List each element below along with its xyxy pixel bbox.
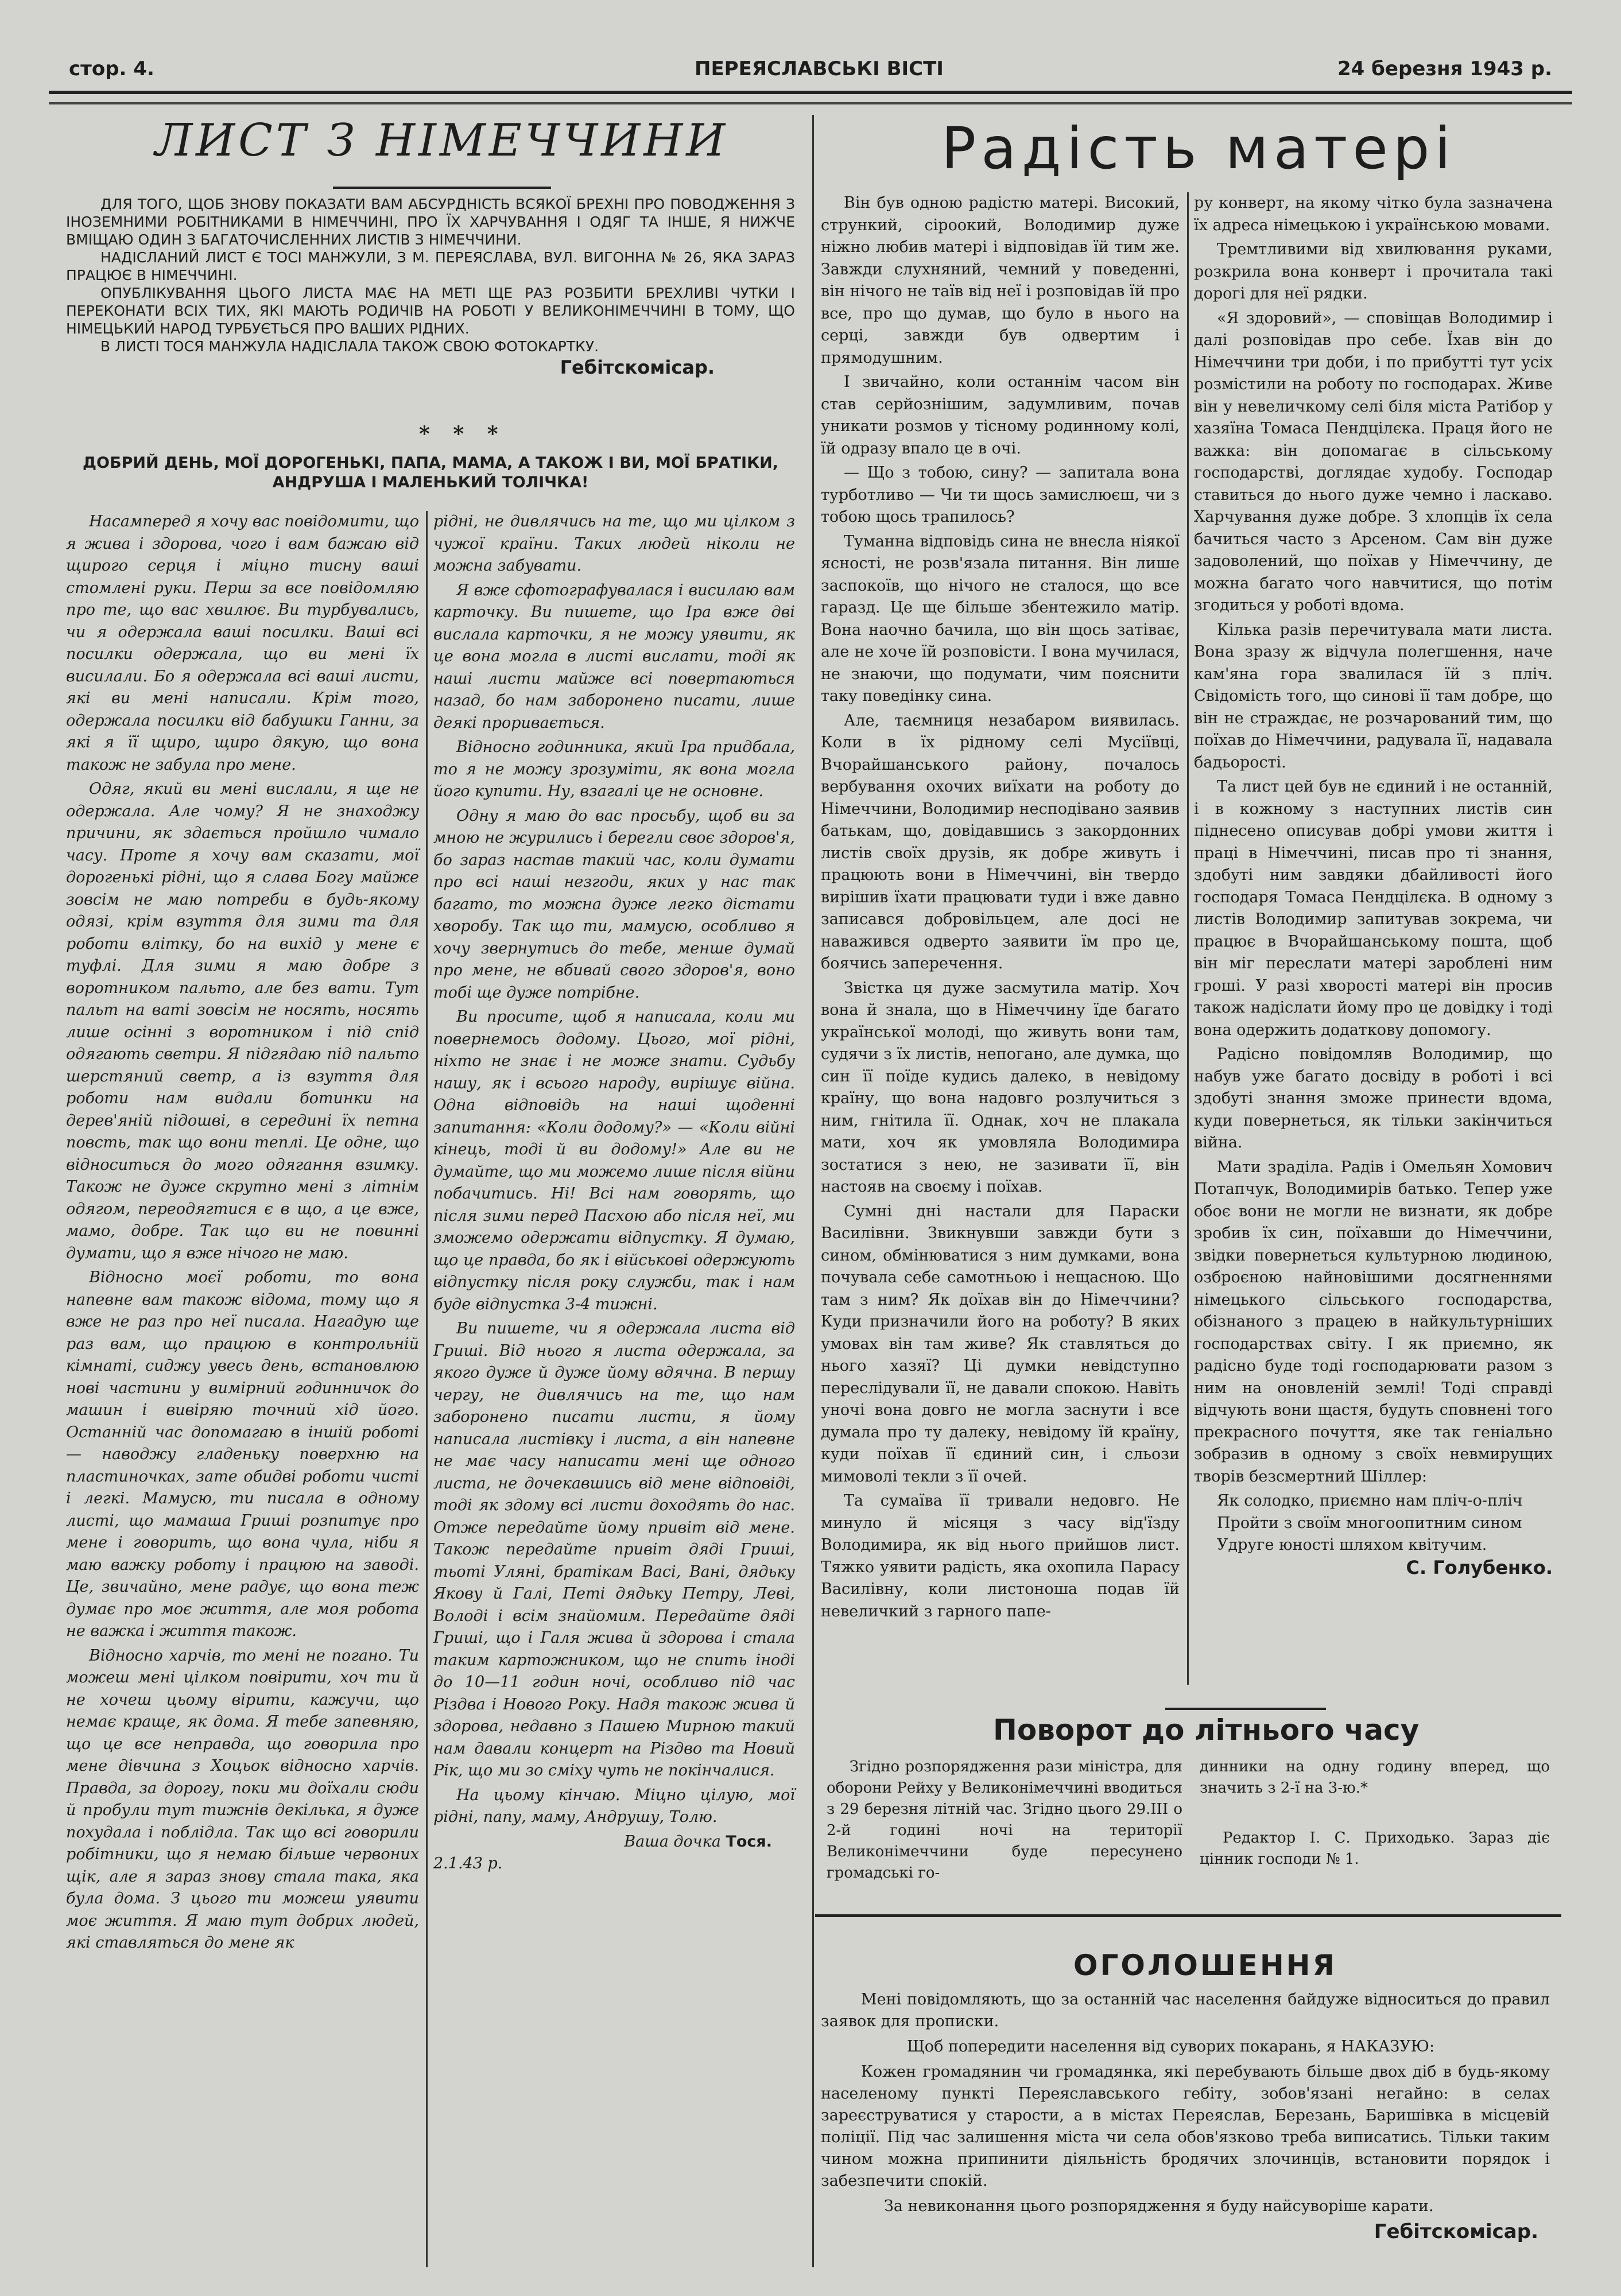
closing-text: Ваша дочка — [624, 1832, 721, 1851]
notice-rule — [815, 1914, 1561, 1917]
notice-paragraph: Мені повідомляють, що за останній час населення байдуже відноситься до правил заявок для прописки. — [821, 1991, 1550, 2030]
poem-line: Пройти з своїм многоопитним сином — [1217, 1514, 1522, 1532]
letter-title: ЛИСТ З НІМЕЧЧИНИ — [155, 115, 729, 166]
summer-text: динники на одну годину вперед, що значить з 2-ї на 3-ю.* — [1200, 1758, 1550, 1797]
letter-paragraph: Ви пишете, чи я одержала листа від Гриші. Від нього я листа одержала, за якого дуже й дуже йому вдячна. В першу чергу, не дивлячись на те, що нам заборонено писати листи, я йому написала листівку і листа, а він напевне не має часу написати мені ще одного листа, не дочекавшись від мене відповіді, тоді як здому всі листи доходять до нас. Отже передайте йому привіт від мене. Також передайте привіт дяді Гриші, тьоті Уляні, братікам Васі, Вані, дядьку Якову й Галі, Петі дядьку Петру, Леві, Володі і всім знайомим. Передайте дяді Гриші, що і Галя жива й здорова і стала таким картожником, що не спить іноді до 10—11 годин ночі, особливо під час Різдва і Нового Року. Надя також жива й здорова, недавно з Пашею Мирною такий нам давали концерт на Різдво та Новий Рік, що ми зо сміху чуть не покінчалися. — [433, 1320, 795, 1779]
notice-body — [821, 1989, 1550, 2243]
letter-paragraph: Одяг, який ви мені вислали, я ще не одержала. Але чому? Я не знаходжу причини, як здається пройшло чимало часу. Проте я хочу вам сказати, мої дорогенькі рідні, що я слава Богу майже зовсім не маю потреби в будь-якому одязі, крім взуття для зими та для роботи влітку, бо на вихід у мене є туфлі. Для зими я маю добре з воротником пальто, але без вати. Тут пальт на ваті зовсім не носять, носять лише осінні з воротником і під спід одягають светри. Я підгядаю під пальто шерстяний светр, а із взуття для роботи нам видали ботинки на дерев'яній підошві, в середині їх петна повсть, так що вони теплі. Це одне, що відноситься до мого одягання взимку. Також не дуже скрутно мені з літнім одягом, переодягтися є в що, а це вже, мамо, добре. Так що ви не повинні думати, що я вже нічого не маю. — [66, 780, 419, 1262]
notice-paragraph: Щоб попередити населення від суворих покарань, я НАКАЗУЮ: — [907, 2038, 1435, 2055]
editor-line: Редактор І. С. Приходько. Зараз діє цінник господи № 1. — [1200, 1829, 1550, 1868]
mother-paragraph: Та лист цей був не єдиний і не останній, і в кожному з наступних листів син піднесено описував добрі умови життя і праці в Німеччині, писав про ті знання, здобуті ним завдяки дбайливості його господаря Томаса Пендцілєка. В одному з листів Володимир запитував зокрема, чи працює в Вчорайшанському пошта, щоб він міг переслати матері зароблені ним гроші. У разі хворості матері він просив також надіслати йому про це довідку і тоді вона одержить додаткову допомогу. — [1194, 778, 1553, 1039]
mother-paragraph: Тремтливими від хвилювання руками, розкрила вона конверт і прочитала такі дорогі для неї рядки. — [1194, 241, 1553, 302]
mother-article-title: Радість матері — [941, 115, 1456, 182]
mother-paragraph: Мати зраділа. Радів і Омельян Хомович Потапчук, Володимирів батько. Тепер уже обоє вони не могли не визнати, як добре зробив їх син, поїхавши до Німеччини, звідки повернеться культурною людиною, озброєною найновішими досягненнями німецького сільського господарства, обізнаного з працею в найкультурніших господарствах світу. І як приємно, як радісно буде тоді господарювати разом з ним на оновленій землі! Тоді справді відчують вони щастя, будуть сповнені того прекрасного почуття, яке так геніально зобразив в одному з своїх невмирущих творів безсмертний Шіллер: — [1194, 1158, 1553, 1486]
letter-column-rule — [426, 511, 428, 2267]
mother-signature: С. Голубенко. — [1406, 1556, 1553, 1578]
letter-paragraph: Ви просите, щоб я написала, коли ми повернемось додому. Цього, мої рідні, ніхто не знає і не може знати. Судьбу нашу, як і всього народу, вирішує війна. Одна відповідь на наші щоденні запитання: «Коли додому?» — «Коли війні кінець, тоді й ви додому!» Але ви не думайте, що ми можемо лише після війни побачитись. Ні! Всі нам говорять, що після зими перед Пасхою або після неї, ми зможемо одержати відпустку. Я думаю, що це правда, бо як і військові одержують відпустку після року служби, так і нам буде відпустка 3-4 тижні. — [433, 1008, 795, 1313]
summer-column-1 — [827, 1756, 1182, 1886]
letter-closing — [433, 1831, 772, 1853]
poem-line: Удруге юності шляхом квітучим. — [1217, 1536, 1487, 1554]
letter-paragraph: Насамперед я хочу вас повідомити, що я жива і здорова, чого і вам бажаю від щирого серця і міцно тисну ваші стомлені руки. Перш за все повідомляю про те, що вас хвилює. Ви турбувались, чи я одержала ваші посилки. Ваші всі посилки одержала, що ви мені їх висилали. Бо я одержала всі ваші листи, які ви мені написали. Крім того, одержала посилки від бабушки Ганни, за які я її щиро, щиро дякую, що вона також не забула про мене. — [66, 513, 419, 774]
mother-column-rule — [1187, 192, 1189, 1685]
intro-signature: Гебітскомісар. — [560, 356, 715, 378]
mother-paragraph: — Що з тобою, сину? — запитала вона турботливо — Чи ти щось замислюєш, чи з тобою щось трапилось? — [821, 464, 1180, 526]
header-rule — [49, 91, 1572, 104]
summer-column-2 — [1200, 1756, 1550, 1872]
notice-paragraph: За невиконання цього розпорядження я буду найсуворіше карати. — [884, 2197, 1434, 2215]
mother-paragraph: Туманна відповідь сина не внесла ніякої ясності, не розв'язала питання. Він лише заспокоїв, що нічого не сталося, що все гаразд. Це ще більше збентежило матір. Вона наочно бачила, що він щось затіває, але не хоче їй розповісти. І вона мучилася, не знаючи, що подумати, чим пояснити таку поведінку сина. — [821, 532, 1180, 705]
letter-date: 2.1.43 р. — [433, 1855, 503, 1872]
letter-paragraph: Відносно харчів, то мені не погано. Ти можеш мені цілком повірити, хоч ти й не хочеш цьому вірити, кажучи, що немає краще, як дома. Я тебе запевняю, що це все неправда, що говорила про мене дівчина з Хоцьок відносно харчів. Правда, за дорогу, поки ми доїхали сюди й пробули тут тижнів декілька, я дуже похудала і поблідла. Так що всі говорили робітники, що я немаю більше червоних щік, але я зараз знову стала така, яка була дома. З цього ти можеш уявити моє життя. Я маю тут добрих людей, які ставляться до мене як — [66, 1646, 419, 1952]
mother-paragraph: «Я здоровий», — сповіщав Володимир і далі розповідав про себе. Їхав він до Німеччини три доби, і по прибутті тут усіх розмістили на роботу по господарах. Живе він у невеличкому селі біля міста Ратібор у хазяїна Томаса Пендцілєка. Праця його не важка: він допомагає в сільському господарстві, доглядає худобу. Господар ставиться до нього дуже чемно і ласкаво. Харчування дуже добре. З хлопців їх села бачиться часто з Арсеном. Сам він дуже задоволений, що поїхав у Німеччину, де можна багато чого навчитися, що потім згодиться у роботі вдома. — [1194, 309, 1553, 614]
notice-title: ОГОЛОШЕННЯ — [1073, 1949, 1337, 1982]
letter-intro — [66, 195, 795, 377]
separator-stars: * * * — [419, 422, 506, 446]
letter-paragraph: Відносно годинника, який Іра придбала, то я не можу зрозуміти, як вона могла його купити. Ну, взагалі це не основне. — [433, 738, 795, 800]
letter-paragraph: На цьому кінчаю. Міцно цілую, мої рідні, папу, маму, Андрушу, Толю. — [433, 1786, 795, 1826]
letter-paragraph: Відносно моєї роботи, то вона напевне вам також відома, тому що я вже не раз про неї писала. Нагадую ще раз вам, що працюю в контрольній кімнаті, сиджу увесь день, встановлюю нові частини у вимірний годинничок до машин і вивіряю точний хід його. Останній час допомагаю в іншій роботі — наводжу гладеньку поверхню на пластиночках, зате обидві роботи чисті і легкі. Мамусю, ти писала в одному листі, що мамаша Гриші розпитує про мене і говорить, що вона чула, ніби я маю важку роботу і працюю на заводі. Це, звичайно, мене радує, що вона теж думає про моє життя, але моя робота не важка і життя також. — [66, 1269, 419, 1640]
letter-column-1 — [66, 511, 419, 1957]
summer-text: Згідно розпорядження рази міністра, для оборони Рейху у Великонімеччині вводиться з 29 березня літній час. Згідно цього 29.III о 2-й годині ночі на території Великонімеччини буде пересунено громадські го- — [827, 1758, 1182, 1882]
letter-paragraph: Одну я маю до вас просьбу, щоб ви за мною не журились і берегли своє здоров'я, бо зараз настав такий час, коли думати про всі наші незгоди, яких у нас так багато, то можна дуже легко дістати хворобу. Так що ти, мамусю, особливо я хочу звернутись до тебе, менше думай про мене, не вбивай свого здоров'я, воно тобі ще дуже потрібне. — [433, 806, 795, 1002]
mother-paragraph: Кілька разів перечитувала мати листа. Вона зразу ж відчула полегшення, наче кам'яна гора звалилася їй з пліч. Свідомість того, що синові її там добре, що він не страждає, не розчарований тим, що поїхав до Німеччини, радувала її, надавала бадьорості. — [1194, 620, 1553, 771]
page-header — [69, 52, 1552, 86]
closing-name: Тося. — [726, 1832, 772, 1851]
intro-paragraph: ОПУБЛІКУВАННЯ ЦЬОГО ЛИСТА МАЄ НА МЕТІ ЩЕ РАЗ РОЗБИТИ БРЕХЛИВІ ЧУТКИ І ПЕРЕКОНАТИ ВСІХ ТИХ, ЯКІ МАЮТЬ РОДИЧІВ НА РОБОТІ У ВЕЛИКОНІМЕЧЧИНІ В ТОМУ, ЩО НІМЕЦЬКИЙ НАРОД ТУРБУЄТЬСЯ ПРО ВАШИХ РІДНИХ. — [66, 285, 795, 337]
letter-column-2 — [433, 511, 795, 1875]
summer-title: Поворот до літнього часу — [993, 1713, 1420, 1747]
mother-paragraph: Звістка ця дуже засмутила матір. Хоч вона й знала, що в Німеччину їде багато української молоді, що живуть вони там, судячи з їх листів, непогано, але думка, що син її поїде кудись далеко, в невідому країну, що вона надовго розлучиться з ним, гнітила її. Однак, хоч не плакала мати, хоч як умовляла Володимира зостатися з нею, не зазивати її, він настояв на своєму і поїхав. — [821, 979, 1180, 1196]
newspaper-name: ПЕРЕЯСЛАВСЬКІ ВІСТІ — [695, 57, 944, 80]
mother-column-2 — [1194, 192, 1553, 1578]
mother-paragraph: Сумні дні настали для Параски Василівни. Звикнувши завжди бути з сином, обмінюватися з ним думками, вона почувала себе самотньою і нещасною. Що там з ним? Як доїхав він до Німеччини? Куди призначили його на роботу? В яких умовах він там живе? Як ставляться до нього хазяї? Ці думки невідступно переслідували її, не давали спокою. Навіть уночі вона довго не могла заснути і все думала про ту далеку, невідому їй країну, куди поїхав її єдиний син, і сльози мимоволі текли з її очей. — [821, 1202, 1180, 1486]
page-number: стор. 4. — [69, 57, 154, 80]
issue-date: 24 березня 1943 р. — [1337, 57, 1552, 80]
letter-title-rule — [333, 187, 551, 189]
intro-paragraph: В ЛИСТІ ТОСЯ МАНЖУЛА НАДІСЛАЛА ТАКОЖ СВОЮ ФОТОКАРТКУ. — [100, 338, 599, 355]
letter-greeting: ДОБРИЙ ДЕНЬ, МОЇ ДОРОГЕНЬКІ, ПАПА, МАМА, А ТАКОЖ І ВИ, МОЇ БРАТІКИ, АНДРУША І МАЛЕНЬКИЙ ТОЛІЧКА! — [83, 454, 778, 491]
mother-paragraph: І звичайно, коли останнім часом він став серйознішим, задумливим, почав уникати розмов у тісному родинному колі, їй одразу впало це в очі. — [821, 373, 1180, 457]
mother-column-1 — [821, 192, 1180, 1625]
letter-paragraph: рідні, не дивлячись на те, що ми цілком з чужої країни. Таких людей ніколи не можна забувати. — [433, 513, 795, 575]
mother-paragraph: Та сумаїва її тривали недовго. Не минуло й місяця з часу від'їзду Володимира, як від нього прийшов лист. Тяжко уявити радість, яка охопила Парасу Василівну, коли листоноша подав їй невеличкий з гарного папе- — [821, 1492, 1180, 1620]
notice-paragraph: Кожен громадянин чи громадянка, які перебувають більше двох діб в будь-якому населеному пункті Переяславського гебіту, зобов'язані негайно: в селах зареєструватися у старости, а в містах Переяслав, Березань, Баришівка в місцевій поліції. Під час залишення міста чи села обов'язково треба виписатись. Тільки таким чином можна припинити діяльність бродячих злочинців, встановити порядок і забезпечити спокій. — [821, 2063, 1550, 2190]
summer-title-rule — [1165, 1708, 1326, 1710]
mother-paragraph: ру конверт, на якому чітко була зазначена їх адреса німецькою і українською мовами. — [1194, 194, 1553, 234]
mother-paragraph: Але, таємниця незабаром виявилась. Коли в їх рідному селі Мусіївці, Вчорайшанського району, почалось вербування охочих виїхати на роботу до Німеччини, Володимир несподівано заявив батькам, що, довідавшись з закордонних листів своїх друзів, як добре живуть і працюють вони в Німеччині, він твердо вирішив їхати працювати туди і вже давно записався добровільцем, але досі не наважився одверто заявити їм про це, боячись заперечення. — [821, 711, 1180, 972]
notice-signature: Гебітскомісар. — [1374, 2220, 1538, 2243]
letter-paragraph: Я вже сфотографувалася і висилаю вам карточку. Ви пишете, що Іра вже дві вислала карточки, я не можу уявити, як це вона могла в листі вислати, тоді як наші листи майже всі повертаються назад, бо нам заборонено писати, лише деякі проривається. — [433, 581, 795, 732]
poem — [1217, 1490, 1553, 1557]
mother-paragraph: Він був одною радістю матері. Високий, стрункий, сіроокий, Володимир дуже ніжно любив матері і відповідав їй тим же. Завжди слухняний, чемний у поведенні, він нічого не таїв від неї і розповідав їй про все, про що думав, що було в нього на серці, завжди був одвертим і прямодушним. — [821, 194, 1180, 367]
mother-paragraph: Радісно повідомляв Володимир, що набув уже багато досвіду в роботі і всі здобуті знання зможе принести вдома, куди повернеться, як тільки закінчиться війна. — [1194, 1045, 1553, 1151]
intro-paragraph: НАДІСЛАНИЙ ЛИСТ Є ТОСІ МАНЖУЛИ, З М. ПЕРЕЯСЛАВА, ВУЛ. ВИГОННА № 26, ЯКА ЗАРАЗ ПРАЦЮЄ В НІМЕЧЧИНІ. — [66, 249, 795, 284]
intro-paragraph: ДЛЯ ТОГО, ЩОБ ЗНОВУ ПОКАЗАТИ ВАМ АБСУРДНІСТЬ ВСЯКОЇ БРЕХНІ ПРО ПОВОДЖЕННЯ З ІНОЗЕМНИМИ РОБІТНИКАМИ В НІМЕЧЧИНІ, ПРО ЇХ ХАРЧУВАННЯ І ОДЯГ ТА ІНШЕ, Я НИЖЧЕ ВМІЩАЮ ОДИН З БАГАТОЧИСЛЕННИХ ЛИСТІВ З НІМЕЧЧИНИ. — [66, 196, 795, 248]
page-column-rule — [812, 115, 814, 2267]
poem-line: Як солодко, приємно нам пліч-о-пліч — [1217, 1492, 1523, 1510]
